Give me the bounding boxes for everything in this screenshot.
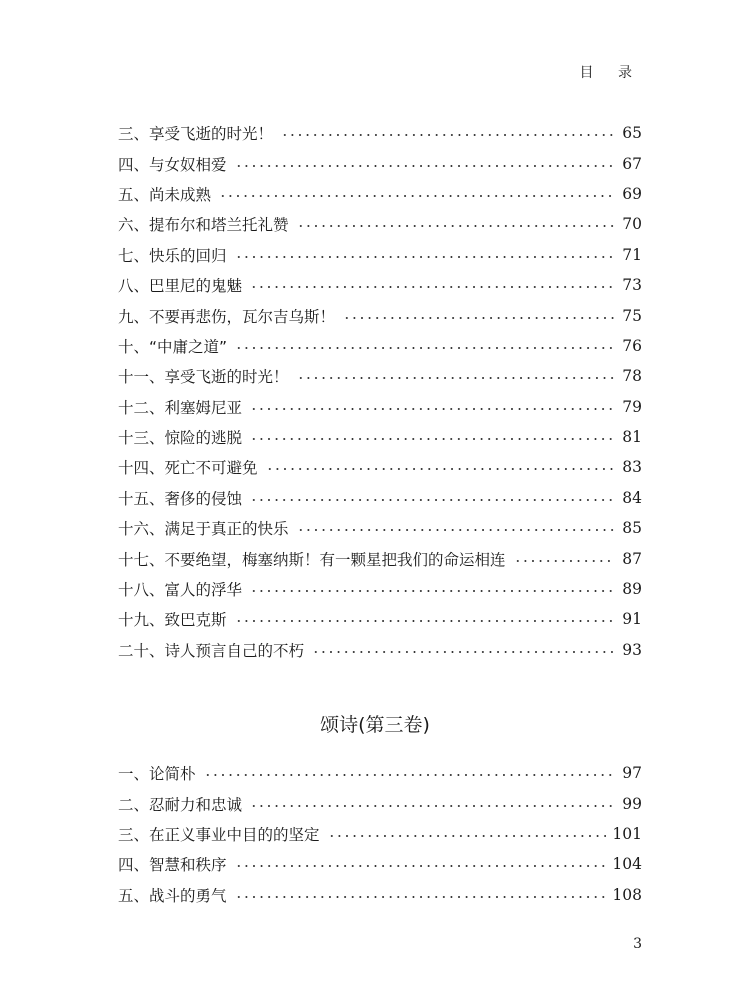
toc-entry [118, 574, 642, 604]
toc-entry [118, 849, 642, 879]
toc-entry-page: 89 [622, 580, 642, 599]
dot-leader [297, 529, 614, 531]
toc-entry [118, 513, 642, 543]
dot-leader [250, 590, 614, 592]
dot-leader [328, 835, 607, 837]
toc-entry-title: 九、不要再悲伤，瓦尔吉乌斯！ [118, 307, 336, 326]
toc-entry-page: 70 [622, 215, 642, 234]
toc-entry [118, 179, 642, 209]
dot-leader [250, 438, 614, 440]
toc-entry [118, 118, 642, 148]
dot-leader [343, 317, 614, 319]
toc-entry [118, 422, 642, 452]
toc-entry-page: 99 [622, 794, 642, 813]
toc-entry-title: 十一、享受飞逝的时光！ [118, 368, 289, 387]
dot-leader [312, 651, 614, 653]
toc-entry [118, 392, 642, 422]
toc-entry-title: 八、巴里尼的鬼魅 [118, 277, 243, 296]
dot-leader [297, 225, 614, 227]
toc-entry [118, 240, 642, 270]
toc-entry-title: 四、与女奴相爱 [118, 155, 227, 174]
dot-leader [235, 896, 607, 898]
dot-leader [297, 377, 614, 379]
toc-list-part2 [118, 758, 642, 910]
dot-leader [204, 774, 614, 776]
toc-entry [118, 270, 642, 300]
toc-entry-page: 83 [622, 458, 642, 477]
dot-leader [266, 468, 614, 470]
toc-entry-title: 七、快乐的回归 [118, 246, 227, 265]
toc-entry-page: 76 [622, 336, 642, 355]
toc-entry-title: 十、“中庸之道” [118, 337, 228, 356]
toc-entry-page: 75 [622, 306, 642, 325]
toc-entry-page: 73 [622, 276, 642, 295]
toc-entry [118, 331, 642, 361]
toc-entry-page: 87 [622, 549, 642, 568]
toc-entry-page: 71 [622, 245, 642, 264]
toc-entry [118, 788, 642, 818]
toc-entry-page: 104 [612, 855, 642, 874]
toc-entry-title: 一、论简朴 [118, 765, 196, 784]
toc-entry [118, 635, 642, 665]
toc-entry-page: 85 [622, 519, 642, 538]
toc-entry-page: 69 [622, 184, 642, 203]
toc-entry [118, 758, 642, 788]
running-header: 目 录 [579, 65, 642, 81]
toc-entry-title: 三、享受飞逝的时光！ [118, 125, 274, 144]
toc-entry-title: 二十、诗人预言自己的不朽 [118, 641, 305, 660]
toc-entry-title: 二、忍耐力和忠诚 [118, 795, 243, 814]
toc-list-part1 [118, 118, 642, 665]
toc-entry [118, 452, 642, 482]
toc-entry [118, 604, 642, 634]
toc-entry [118, 483, 642, 513]
dot-leader [250, 499, 614, 501]
toc-entry-page: 108 [612, 885, 642, 904]
toc-entry-page: 101 [612, 824, 642, 843]
toc-entry-title: 十六、满足于真正的快乐 [118, 520, 289, 539]
toc-entry [118, 148, 642, 178]
toc-entry-title: 三、在正义事业中目的的坚定 [118, 825, 320, 844]
dot-leader [250, 805, 614, 807]
toc-entry-title: 十三、惊险的逃脱 [118, 429, 243, 448]
dot-leader [219, 195, 614, 197]
toc-entry-page: 79 [622, 397, 642, 416]
toc-entry-title: 四、智慧和秩序 [118, 856, 227, 875]
toc-entry-page: 93 [622, 640, 642, 659]
toc-entry [118, 300, 642, 330]
toc-entry-title: 五、尚未成熟 [118, 185, 212, 204]
toc-entry-title: 十七、不要绝望，梅塞纳斯！有一颗星把我们的命运相连 [118, 550, 506, 569]
dot-leader [250, 286, 614, 288]
toc-entry [118, 543, 642, 573]
toc-entry-title: 六、提布尔和塔兰托礼赞 [118, 216, 289, 235]
toc-entry-page: 91 [622, 610, 642, 629]
page-number: 3 [633, 936, 642, 952]
toc-entry-title: 五、战斗的勇气 [118, 886, 227, 905]
dot-leader [235, 347, 614, 349]
toc-entry-title: 十四、死亡不可避免 [118, 459, 258, 478]
toc-entry [118, 880, 642, 910]
toc-entry-page: 65 [622, 124, 642, 143]
toc-entry-page: 78 [622, 367, 642, 386]
toc-entry [118, 361, 642, 391]
dot-leader [235, 865, 607, 867]
dot-leader [235, 620, 614, 622]
toc-entry-page: 97 [622, 764, 642, 783]
toc-entry-page: 81 [622, 428, 642, 447]
toc-entry-title: 十八、富人的浮华 [118, 581, 243, 600]
toc-entry-title: 十二、利塞姆尼亚 [118, 398, 243, 417]
dot-leader [235, 256, 614, 258]
toc-entry [118, 819, 642, 849]
toc-entry-title: 十五、奢侈的侵蚀 [118, 489, 243, 508]
toc-entry-page: 67 [622, 154, 642, 173]
toc-entry [118, 209, 642, 239]
toc-entry-page: 84 [622, 488, 642, 507]
dot-leader [235, 165, 614, 167]
dot-leader [514, 560, 614, 562]
dot-leader [250, 408, 614, 410]
dot-leader [281, 134, 614, 136]
toc-entry-title: 十九、致巴克斯 [118, 611, 227, 630]
section-heading: 颂诗(第三卷) [320, 714, 430, 736]
